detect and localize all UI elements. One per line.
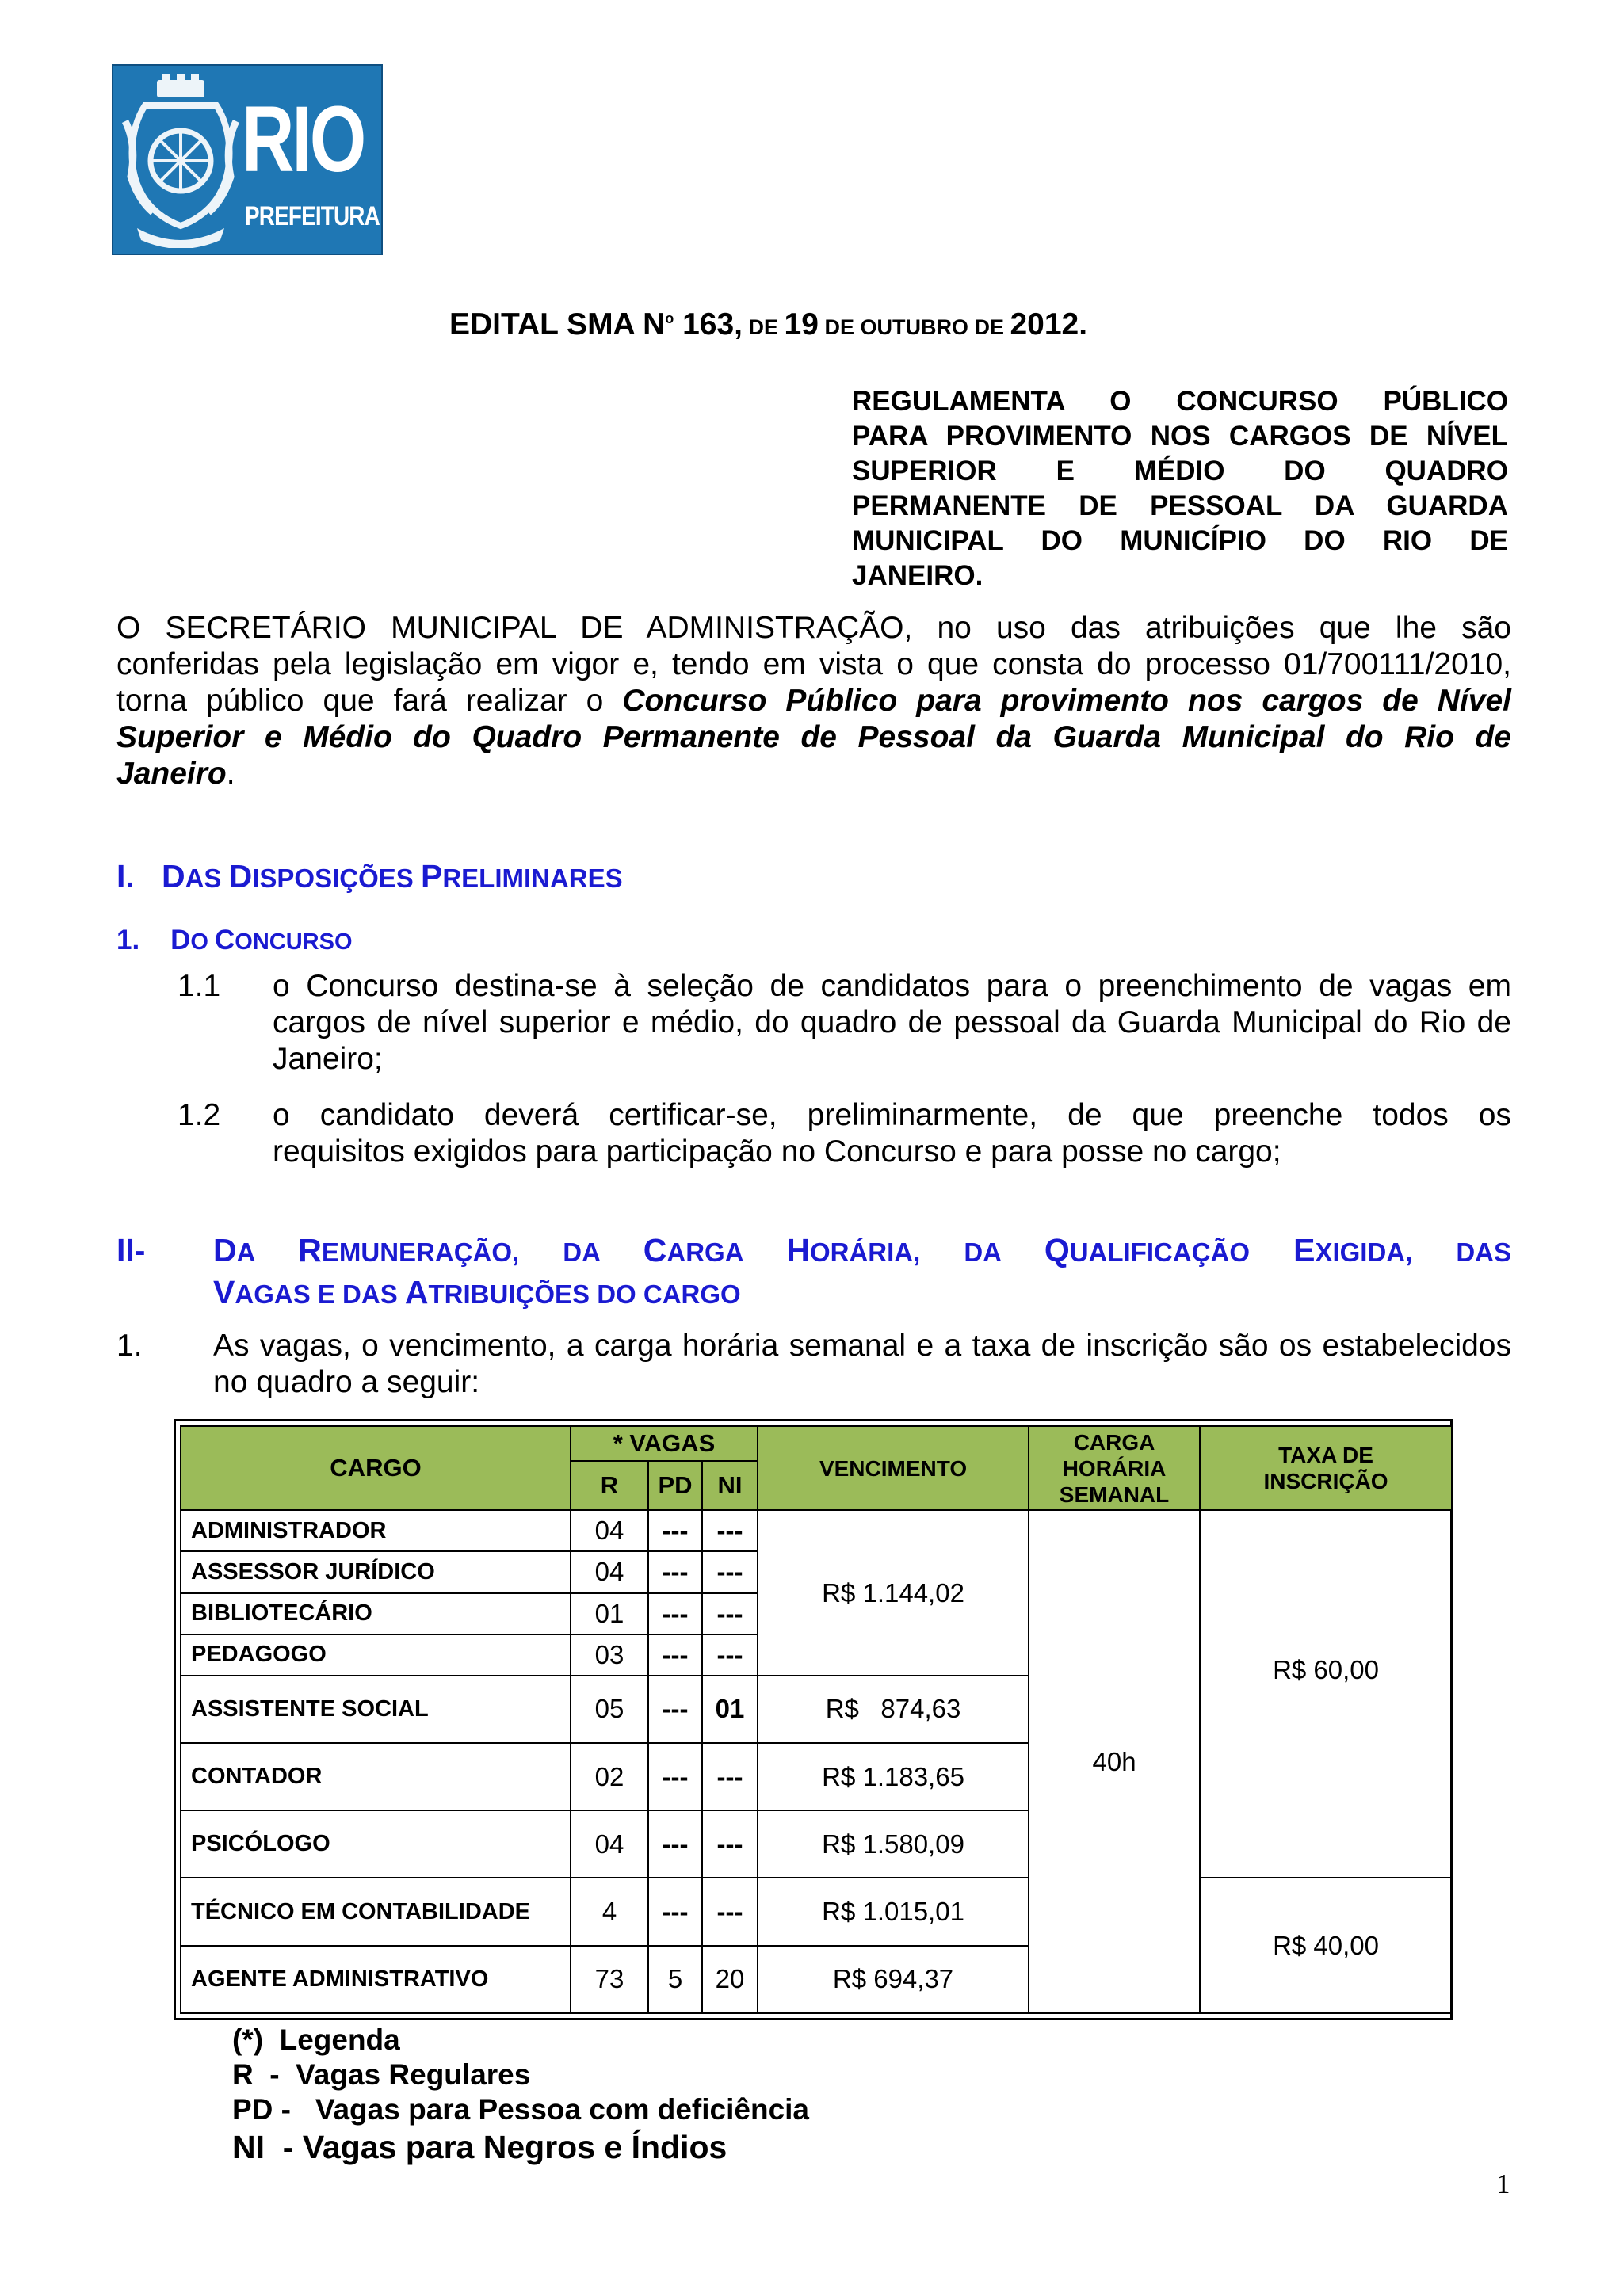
table-legend: (*) Legenda R - Vagas Regulares PD - Vagas para Pessoa com deficiência NI - Vagas para Negros e Índios — [232, 2023, 810, 2165]
coat-of-arms-icon — [121, 74, 240, 248]
header-pd: PD — [648, 1461, 702, 1510]
section-heading-disposicoes: I. DAS DISPOSIÇÕES PRELIMINARES — [116, 858, 623, 894]
sec2-l2-word-1: TRIBUIÇÕES DO CARGO — [428, 1280, 741, 1309]
logo-prefeitura-text: PREFEITURA — [245, 201, 380, 231]
sec2-l1-word-4: ORÁRIA, — [809, 1238, 964, 1267]
table-row: ASSESSOR JURÍDICO 04 --- --- — [181, 1551, 1452, 1592]
sec2-l1-word-0: A — [236, 1238, 299, 1267]
table-row: ASSISTENTE SOCIAL 05 --- 01 R$ 874,63 — [181, 1676, 1452, 1743]
logo-rio-text: RIO — [242, 87, 365, 192]
table-row: CONTADOR 02 --- --- R$ 1.183,65 — [181, 1743, 1452, 1810]
sec2-l1-word-7: XIGIDA, — [1315, 1238, 1457, 1267]
sec2-l1-cap-0: D — [213, 1232, 237, 1268]
header-vencimento: VENCIMENTO — [758, 1426, 1029, 1510]
header-cargo: CARGO — [181, 1426, 571, 1510]
page-number: 1 — [1496, 2168, 1510, 2199]
subheading-do-concurso: 1. DO CONCURSO — [116, 925, 353, 955]
prefeitura-rio-logo — [112, 64, 383, 255]
taxa-superior: R$ 60,00 — [1200, 1510, 1452, 1878]
sec2-l1-cap-7: E — [1293, 1232, 1316, 1268]
header-taxa-inscricao: TAXA DE INSCRIÇÃO — [1200, 1426, 1452, 1510]
table-row: TÉCNICO EM CONTABILIDADE 4 --- --- R$ 1.015,01 R$ 40,00 — [181, 1878, 1452, 1945]
header-r: R — [571, 1461, 648, 1510]
edital-title: EDITAL SMA $N^o$ 163, DE 19 DE OUTUBRO DE 2012. — [449, 307, 1088, 341]
sec2-l1-word-8: DAS — [1456, 1238, 1512, 1267]
intro-paragraph: O SECRETÁRIO MUNICIPAL DE ADMINISTRAÇÃO, no uso das atribuições que lhe são conferidas pela legislação em vigor e, tendo em vista o que consta do processo 01/700111/2010, torna público que fará realizar o Concurso Público para provimento nos cargos de Nível Superior e Médio do Quadro Permanente de Pessoal da Guarda Municipal do Rio de Janeiro. — [116, 611, 1511, 791]
sec2-l1-word-6: UALIFICAÇÃO — [1069, 1238, 1294, 1267]
table-row: AGENTE ADMINISTRATIVO 73 5 20 R$ 694,37 — [181, 1946, 1452, 2013]
sec2-l1-word-5: DA — [964, 1238, 1044, 1267]
sec2-l1-word-3: ARGA — [666, 1238, 787, 1267]
sec2-l2-cap-1: A — [404, 1274, 429, 1310]
sec2-l1-word-1: EMUNERAÇÃO, — [321, 1238, 563, 1267]
ementa: REGULAMENTA O CONCURSO PÚBLICO PARA PROVIMENTO NOS CARGOS DE NÍVEL SUPERIOR E MÉDIO DO QUADRO PERMANENTE DE PESSOAL DA GUARDA MUNICIPAL DO MUNICÍPIO DO RIO DE JANEIRO. — [852, 386, 1508, 591]
table-row: ADMINISTRADOR 04 --- --- R$ 1.144,02 40h R$ 60,00 — [181, 1510, 1452, 1551]
carga-horaria-value: 40h — [1029, 1510, 1200, 2013]
table-row: PEDAGOGO 03 --- --- — [181, 1634, 1452, 1676]
taxa-medio: R$ 40,00 — [1200, 1878, 1452, 2013]
sec2-l2-cap-0: V — [213, 1274, 235, 1310]
header-vagas: * VAGAS — [571, 1426, 758, 1461]
sec2-l1-cap-3: C — [643, 1232, 667, 1268]
sec2-l1-word-2: DA — [563, 1238, 643, 1267]
vagas-table — [174, 1419, 1453, 2020]
header-ni: NI — [702, 1461, 758, 1510]
vencimento-group1: R$ 1.144,02 — [758, 1510, 1029, 1676]
table-row: BIBLIOTECÁRIO 01 --- --- — [181, 1593, 1452, 1634]
sec2-l1-cap-6: Q — [1044, 1232, 1070, 1268]
sec2-l1-cap-1: R — [298, 1232, 322, 1268]
table-row: PSICÓLOGO 04 --- --- R$ 1.580,09 — [181, 1810, 1452, 1878]
sec2-l2-word-0: AGAS E DAS — [235, 1280, 405, 1309]
header-carga-horaria: CARGA HORÁRIA SEMANAL — [1029, 1426, 1200, 1510]
sec2-l1-cap-4: H — [786, 1232, 810, 1268]
